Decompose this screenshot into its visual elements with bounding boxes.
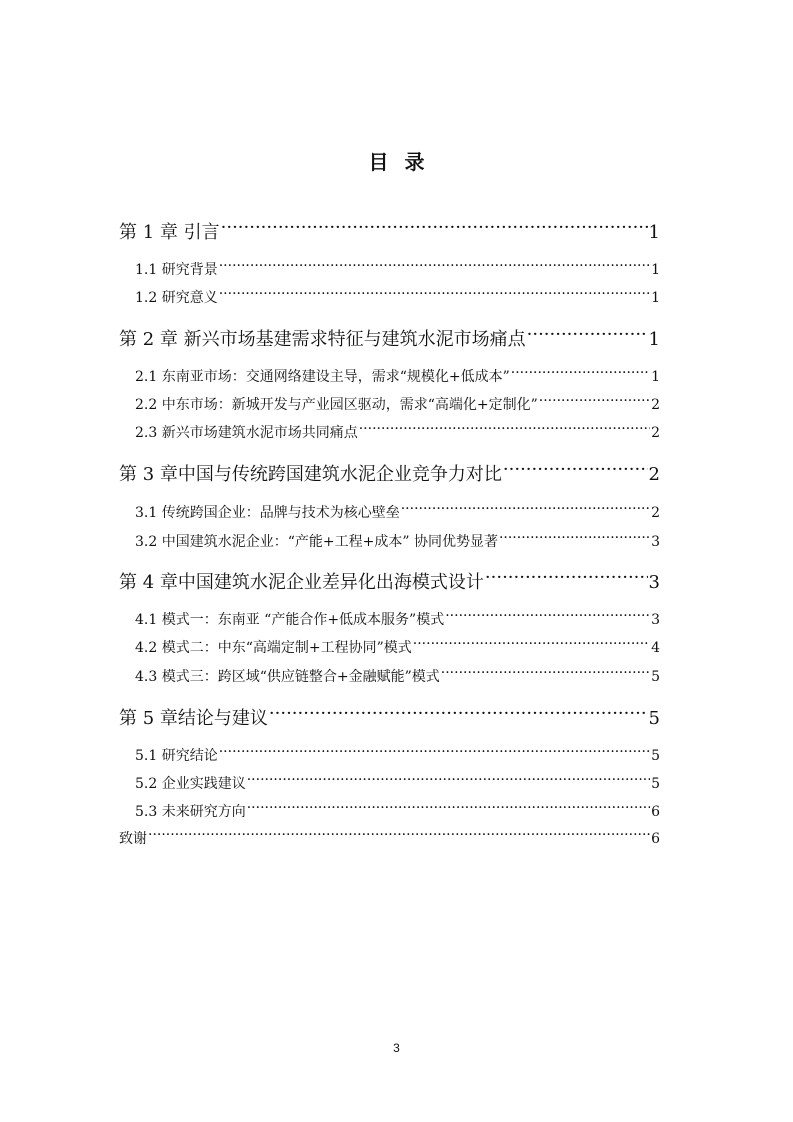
- toc-entry-chapter[interactable]: [119, 218, 660, 244]
- toc-entry-page: 4: [651, 640, 660, 656]
- toc-entry-page: 5: [648, 708, 660, 729]
- dot-leader: [219, 288, 650, 302]
- dot-leader: [219, 260, 650, 274]
- page-number: 3: [393, 1041, 400, 1055]
- toc-entry-label: 2.2 中东市场：新城开发与产业园区驱动，需求“高端化+定制化”: [135, 397, 538, 413]
- toc-entry-label: 2.1 东南亚市场：交通网络建设主导，需求“规模化+低成本”: [135, 369, 510, 385]
- toc-entry-page: 1: [648, 329, 660, 350]
- toc-entry-label: 致谢: [119, 831, 147, 847]
- toc-entry-page: 1: [651, 290, 660, 306]
- toc-entry-page: 5: [651, 748, 660, 764]
- toc-entry-section[interactable]: [135, 259, 660, 281]
- toc-entry-label: 第 5 章结论与建议: [119, 708, 268, 729]
- toc-entry-page: 5: [651, 776, 660, 792]
- toc-entry-page: 1: [651, 369, 660, 385]
- toc-entry-label: 1.1 研究背景: [135, 262, 218, 278]
- toc-title: 目录: [368, 150, 441, 174]
- toc-entry-section[interactable]: [135, 801, 660, 823]
- toc-entry-page: 6: [651, 831, 660, 847]
- toc-entry-label: 2.3 新兴市场建筑水泥市场共同痛点: [135, 425, 358, 441]
- toc-entry-page: 5: [651, 669, 660, 685]
- toc-entry-page: 6: [651, 804, 660, 820]
- toc-entry-chapter[interactable]: [119, 568, 660, 594]
- dot-leader: [247, 774, 650, 788]
- toc-entry-chapter[interactable]: [119, 704, 660, 730]
- dot-leader: [499, 532, 650, 546]
- dot-leader: [413, 638, 650, 652]
- dot-leader: [527, 327, 648, 345]
- toc-entry-section[interactable]: [135, 422, 660, 444]
- dot-leader: [539, 395, 650, 409]
- toc-entry-label: 3.1 传统跨国企业：品牌与技术为核心壁垒: [135, 505, 400, 521]
- toc-entry-section[interactable]: [135, 773, 660, 795]
- toc-entry-chapter[interactable]: [119, 325, 660, 351]
- toc-entry-label: 第 1 章 引言: [119, 222, 220, 243]
- toc-entry-section[interactable]: [135, 531, 660, 553]
- toc-entry-page: 3: [648, 572, 660, 593]
- dot-leader: [148, 829, 650, 843]
- toc-entry-page: 1: [651, 262, 660, 278]
- toc-entry-label: 第 4 章中国建筑水泥企业差异化出海模式设计: [119, 572, 484, 593]
- toc-entry-section[interactable]: [135, 502, 660, 524]
- dot-leader: [485, 570, 648, 588]
- dot-leader: [359, 423, 650, 437]
- dot-leader: [511, 367, 650, 381]
- toc-entry-section[interactable]: [135, 609, 660, 631]
- dot-leader: [441, 667, 650, 681]
- dot-leader: [445, 610, 650, 624]
- toc-entry-label: 5.3 未来研究方向: [135, 804, 246, 820]
- toc-entry-page: 2: [651, 425, 660, 441]
- toc-entry-page: 2: [651, 397, 660, 413]
- toc-entry-label: 4.3 模式三：跨区域“供应链整合+金融赋能”模式: [135, 669, 440, 685]
- dot-leader: [269, 706, 648, 724]
- toc-entry-plain[interactable]: [119, 828, 660, 850]
- toc-entry-label: 5.1 研究结论: [135, 748, 218, 764]
- toc-entry-section[interactable]: [135, 394, 660, 416]
- toc-entry-page: 3: [651, 612, 660, 628]
- toc-entry-page: 2: [648, 464, 660, 485]
- toc-entry-page: 1: [648, 222, 660, 243]
- toc-entry-section[interactable]: [135, 287, 660, 309]
- dot-leader: [247, 802, 650, 816]
- toc-entry-label: 第 2 章 新兴市场基建需求特征与建筑水泥市场痛点: [119, 329, 526, 350]
- toc-entry-section[interactable]: [135, 666, 660, 688]
- toc-entry-label: 5.2 企业实践建议: [135, 776, 246, 792]
- toc-entry-page: 2: [651, 505, 660, 521]
- toc-entry-section[interactable]: [135, 745, 660, 767]
- dot-leader: [219, 746, 650, 760]
- dot-leader: [401, 503, 650, 517]
- toc-entry-chapter[interactable]: [119, 460, 660, 486]
- toc-entry-label: 4.2 模式二：中东“高端定制+工程协同”模式: [135, 640, 412, 656]
- toc-entry-page: 3: [651, 534, 660, 550]
- toc-entry-label: 4.1 模式一：东南亚 “产能合作+低成本服务”模式: [135, 612, 445, 628]
- toc-entry-label: 3.2 中国建筑水泥企业：“产能+工程+成本” 协同优势显著: [135, 534, 498, 550]
- dot-leader: [221, 220, 648, 238]
- toc-entry-label: 1.2 研究意义: [135, 290, 218, 306]
- toc-entry-label: 第 3 章中国与传统跨国建筑水泥企业竞争力对比: [119, 464, 502, 485]
- dot-leader: [503, 462, 648, 480]
- toc-entry-section[interactable]: [135, 637, 660, 659]
- toc-entry-section[interactable]: [135, 366, 660, 388]
